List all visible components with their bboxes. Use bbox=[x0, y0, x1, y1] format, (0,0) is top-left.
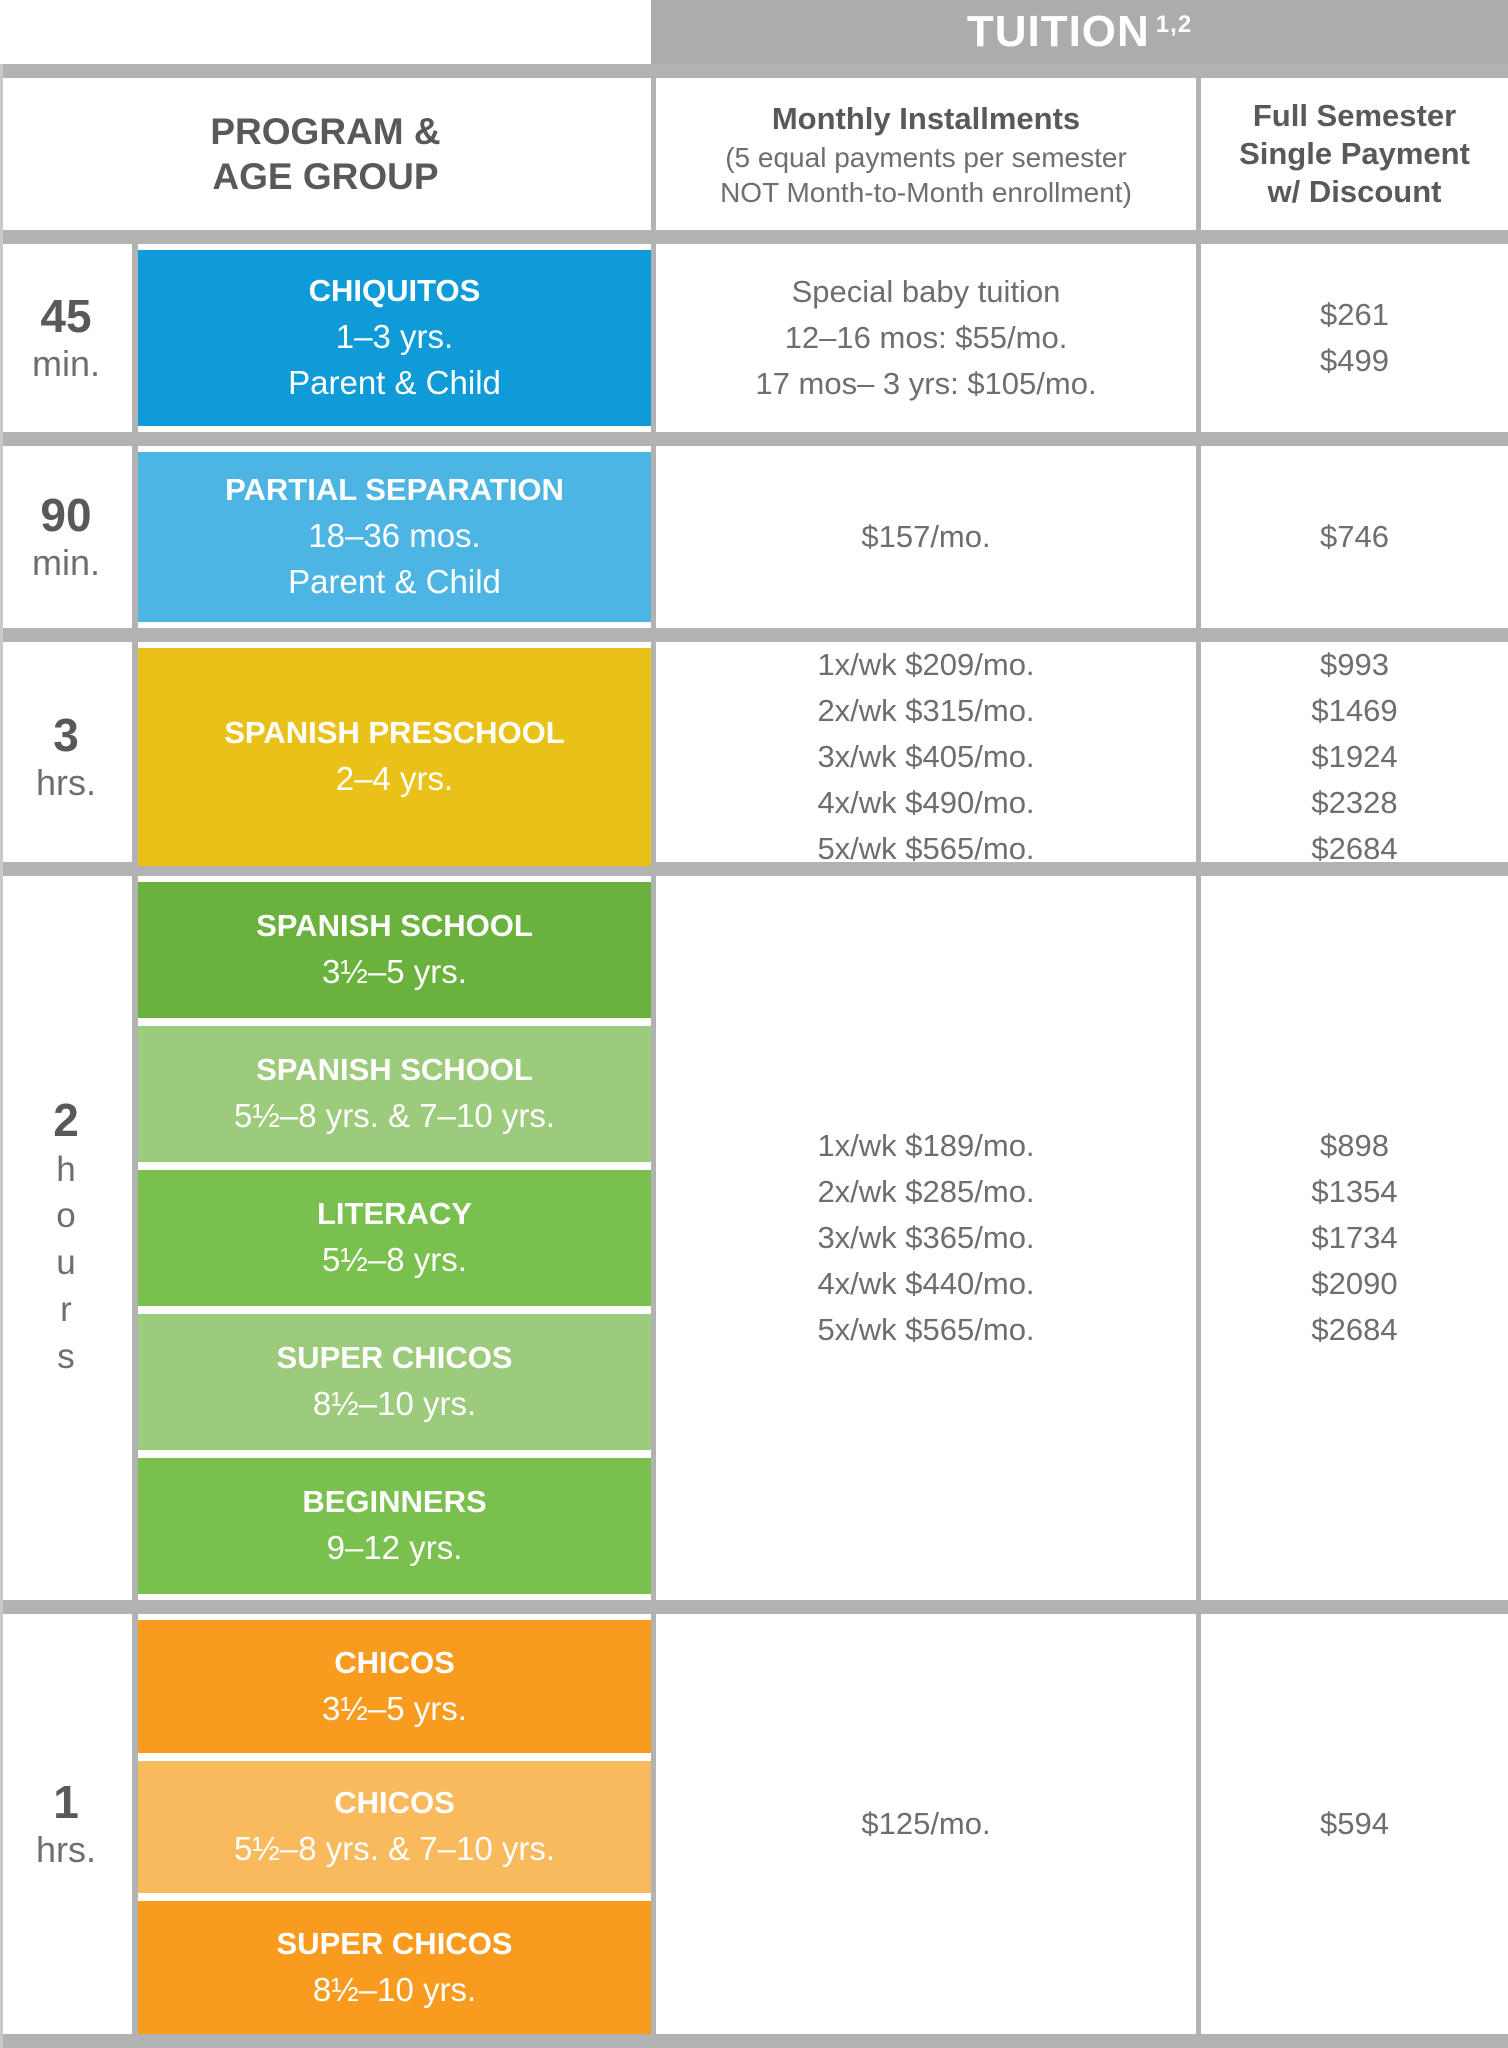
duration-cell bbox=[0, 876, 132, 1600]
program-title: PARTIAL SEPARATION bbox=[225, 472, 564, 508]
duration-cell bbox=[0, 642, 132, 872]
monthly-price-line: 2x/wk $285/mo. bbox=[817, 1174, 1035, 1209]
monthly-price-cell bbox=[656, 1614, 1196, 2034]
semester-price-cell bbox=[1201, 642, 1508, 872]
monthly-installments-header bbox=[656, 78, 1196, 230]
semester-header-line1: Full Semester bbox=[1252, 98, 1457, 133]
program-cell bbox=[138, 244, 651, 432]
duration-unit-letter: o bbox=[56, 1196, 76, 1236]
duration-cell bbox=[0, 446, 132, 628]
program-cell bbox=[138, 642, 651, 872]
program-extra: Parent & Child bbox=[288, 364, 501, 402]
table-row-one-hour-programs bbox=[0, 1614, 1508, 2034]
row-separator bbox=[0, 628, 1508, 642]
program-ages: 8½–10 yrs. bbox=[312, 1385, 477, 1423]
program-ages: 9–12 yrs. bbox=[326, 1529, 463, 1567]
duration-value: 90 bbox=[40, 488, 92, 541]
semester-price-cell bbox=[1201, 876, 1508, 1600]
row-separator bbox=[0, 1600, 1508, 1614]
monthly-header-sub2: NOT Month-to-Month enrollment) bbox=[720, 177, 1132, 208]
monthly-header-sub1: (5 equal payments per semester bbox=[725, 142, 1127, 173]
semester-price-line: $261 bbox=[1320, 297, 1389, 332]
program-box-super-chicos-2hr bbox=[138, 1314, 651, 1450]
program-box-spanish-school-young bbox=[138, 882, 651, 1018]
program-cell bbox=[138, 1614, 651, 2034]
monthly-price-line: 17 mos– 3 yrs: $105/mo. bbox=[755, 366, 1097, 401]
program-box-spanish-preschool bbox=[138, 648, 651, 866]
monthly-price-cell bbox=[656, 642, 1196, 872]
program-ages: 3½–5 yrs. bbox=[322, 953, 467, 991]
duration-unit-letter: u bbox=[56, 1243, 76, 1283]
monthly-price-line: 5x/wk $565/mo. bbox=[817, 1312, 1035, 1347]
semester-price-line: $2684 bbox=[1311, 831, 1398, 866]
duration-cell bbox=[0, 1614, 132, 2034]
program-ages: 18–36 mos. bbox=[308, 517, 481, 555]
program-title: CHICOS bbox=[334, 1785, 455, 1821]
program-title: SUPER CHICOS bbox=[276, 1926, 513, 1962]
monthly-price-line: 12–16 mos: $55/mo. bbox=[784, 320, 1068, 355]
program-title: SUPER CHICOS bbox=[276, 1340, 513, 1376]
duration-value: 2 bbox=[53, 1094, 79, 1147]
program-title: BEGINNERS bbox=[302, 1484, 487, 1520]
program-box-beginners bbox=[138, 1458, 651, 1594]
program-header-line2: AGE GROUP bbox=[212, 156, 439, 197]
tuition-header-bar bbox=[0, 0, 1508, 64]
column-header-row bbox=[0, 78, 1508, 230]
monthly-price-line: 2x/wk $315/mo. bbox=[817, 693, 1035, 728]
duration-unit-vertical bbox=[56, 1147, 75, 1381]
monthly-price-line: 4x/wk $490/mo. bbox=[817, 785, 1035, 820]
semester-price-line: $746 bbox=[1320, 519, 1389, 554]
monthly-price-line: 3x/wk $405/mo. bbox=[817, 739, 1035, 774]
monthly-price-line: $157/mo. bbox=[861, 519, 991, 554]
header-blank-cell bbox=[0, 0, 651, 64]
table-row-spanish-preschool bbox=[0, 642, 1508, 866]
tuition-title bbox=[967, 7, 1192, 57]
program-title: CHIQUITOS bbox=[308, 273, 481, 309]
semester-price-line: $499 bbox=[1320, 343, 1389, 378]
monthly-price-cell bbox=[656, 244, 1196, 432]
semester-price-line: $1354 bbox=[1311, 1174, 1398, 1209]
duration-cell bbox=[0, 244, 132, 432]
program-box-spanish-school-older bbox=[138, 1026, 651, 1162]
monthly-price-line: $125/mo. bbox=[861, 1806, 991, 1841]
semester-price-line: $1734 bbox=[1311, 1220, 1398, 1255]
program-title: SPANISH PRESCHOOL bbox=[224, 715, 565, 751]
program-title: LITERACY bbox=[317, 1196, 472, 1232]
duration-unit: min. bbox=[31, 542, 100, 584]
program-ages: 5½–8 yrs. & 7–10 yrs. bbox=[234, 1830, 555, 1868]
duration-unit-letter: s bbox=[57, 1337, 75, 1377]
program-extra: Parent & Child bbox=[288, 563, 501, 601]
program-header-line1: PROGRAM & bbox=[210, 110, 441, 152]
monthly-price-line: 3x/wk $365/mo. bbox=[817, 1220, 1035, 1255]
duration-unit: hrs. bbox=[35, 1829, 96, 1871]
full-semester-header bbox=[1201, 78, 1508, 230]
duration-unit-letter: h bbox=[56, 1149, 76, 1189]
program-title: SPANISH SCHOOL bbox=[256, 908, 533, 944]
duration-value: 3 bbox=[53, 708, 79, 761]
semester-price-line: $993 bbox=[1320, 647, 1389, 682]
monthly-price-line: 4x/wk $440/mo. bbox=[817, 1266, 1035, 1301]
table-row-two-hour-programs bbox=[0, 876, 1508, 1600]
semester-price-line: $2328 bbox=[1311, 785, 1398, 820]
monthly-header-title: Monthly Installments bbox=[771, 101, 1081, 136]
program-box-literacy bbox=[138, 1170, 651, 1306]
row-separator bbox=[0, 230, 1508, 244]
monthly-price-line: 5x/wk $565/mo. bbox=[817, 831, 1035, 866]
monthly-price-cell bbox=[656, 876, 1196, 1600]
duration-unit-letter: r bbox=[60, 1290, 72, 1330]
duration-value: 45 bbox=[40, 289, 92, 342]
semester-price-line: $2684 bbox=[1311, 1312, 1398, 1347]
program-box-partial-separation bbox=[138, 452, 651, 622]
program-ages: 5½–8 yrs. & 7–10 yrs. bbox=[234, 1097, 555, 1135]
monthly-price-line: 1x/wk $209/mo. bbox=[817, 647, 1035, 682]
tuition-title-text: TUITION bbox=[966, 7, 1150, 56]
program-cell bbox=[138, 876, 651, 1600]
semester-price-line: $1924 bbox=[1311, 739, 1398, 774]
program-box-chicos-older bbox=[138, 1761, 651, 1894]
monthly-price-line: 1x/wk $189/mo. bbox=[817, 1128, 1035, 1163]
program-box-super-chicos-1hr bbox=[138, 1901, 651, 2034]
semester-price-line: $594 bbox=[1320, 1806, 1389, 1841]
program-box-chiquitos bbox=[138, 250, 651, 426]
semester-price-line: $2090 bbox=[1311, 1266, 1398, 1301]
semester-price-line: $1469 bbox=[1311, 693, 1398, 728]
tuition-title-cell bbox=[651, 0, 1508, 64]
program-cell bbox=[138, 446, 651, 628]
bottom-border bbox=[0, 2034, 1508, 2048]
semester-header-line3: w/ Discount bbox=[1267, 174, 1442, 209]
program-title: SPANISH SCHOOL bbox=[256, 1052, 533, 1088]
row-separator bbox=[0, 432, 1508, 446]
program-ages: 1–3 yrs. bbox=[335, 318, 454, 356]
program-ages: 3½–5 yrs. bbox=[322, 1689, 467, 1727]
program-box-chicos-young bbox=[138, 1620, 651, 1753]
duration-unit: min. bbox=[31, 343, 100, 385]
duration-value: 1 bbox=[53, 1775, 79, 1828]
program-ages: 8½–10 yrs. bbox=[312, 1971, 477, 2009]
duration-unit: hrs. bbox=[35, 762, 96, 804]
table-row-partial-separation bbox=[0, 446, 1508, 628]
table-row-chiquitos bbox=[0, 244, 1508, 432]
program-age-group-header bbox=[0, 78, 651, 230]
semester-price-line: $898 bbox=[1320, 1128, 1389, 1163]
program-title: CHICOS bbox=[334, 1644, 455, 1680]
semester-price-cell bbox=[1201, 1614, 1508, 2034]
table-left-border bbox=[0, 64, 3, 2048]
monthly-price-cell bbox=[656, 446, 1196, 628]
semester-header-line2: Single Payment bbox=[1239, 136, 1470, 171]
semester-price-cell bbox=[1201, 446, 1508, 628]
horizontal-divider bbox=[0, 64, 1508, 78]
program-ages: 2–4 yrs. bbox=[335, 760, 454, 798]
semester-price-cell bbox=[1201, 244, 1508, 432]
program-ages: 5½–8 yrs. bbox=[322, 1241, 467, 1279]
monthly-price-line: Special baby tuition bbox=[791, 274, 1061, 309]
tuition-footnote-refs: 1,2 bbox=[1155, 11, 1193, 38]
